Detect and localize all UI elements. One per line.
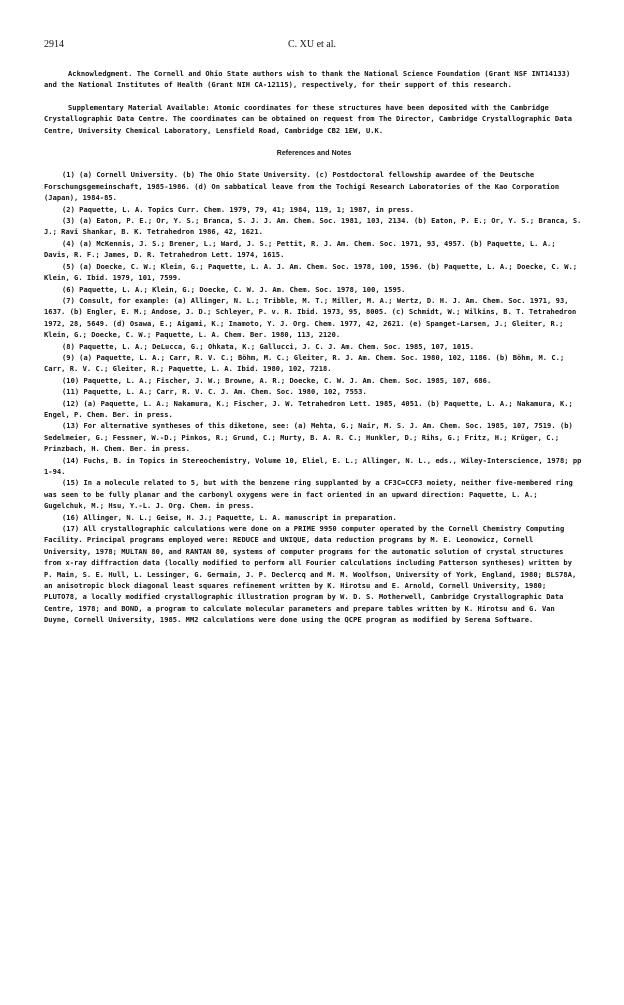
acknowledgment-label: Acknowledgment. xyxy=(68,69,133,78)
references-list xyxy=(44,169,584,625)
references-heading: References and Notes xyxy=(276,150,352,158)
reference-2: (2) Paquette, L. A. Topics Curr. Chem. 1979, 79, 41; 1984, 119, 1; 1987, in press. xyxy=(62,204,414,214)
reference-4: (4) (a) McKennis, J. S.; Brener, L.; Ward, J. S.; Pettit, R. J. Am. Chem. Soc. 1971, 93, 4957. (b) Paquette, L. A.; Davis, R. F.; James, D. R. Tetrahedron Lett. 1974, 1615. xyxy=(44,238,556,260)
running-header xyxy=(44,39,580,55)
reference-15: (15) In a molecule related to 5, but with the benzene ring supplanted by a CF3C=CCF3 moiety, neither five-membered ring was seen to be fully planar and the carbonyl oxygens were in fact oriented in an upward direction: Paquette, L. A.; Gugelchuk, M.; Hsu, Y.-L. J. Org. Chem. in press. xyxy=(44,478,573,511)
supplementary-text: Atomic coordinates for these structures have been deposited with the Cambridge Crystallographic Data Centre. The coordinates can be obtained on request from The Director, Cambridge Crystallographic Data Centre, University Chemical Laboratory, Lensfield Road, Cambridge CB2 1EW, U.K. xyxy=(44,102,572,135)
reference-5: (5) (a) Doecke, C. W.; Klein, G.; Paquette, L. A. J. Am. Chem. Soc. 1978, 100, 1596. (b) Paquette, L. A.; Doecke, C. W.; Klein, G. Ibid. 1979, 101, 7599. xyxy=(44,261,578,283)
reference-10: (10) Paquette, L. A.; Fischer, J. W.; Browne, A. R.; Doecke, C. W. J. Am. Chem. Soc. 1985, 107, 686. xyxy=(62,375,492,385)
reference-12: (12) (a) Paquette, L. A.; Nakamura, K.; Fischer, J. W. Tetrahedron Lett. 1985, 4051. (b) Paquette, L. A.; Nakamura, K.; Engel, P. Chem. Ber. in press. xyxy=(44,398,573,419)
reference-11: (11) Paquette, L. A.; Carr, R. V. C. J. Am. Chem. Soc. 1980, 102, 7553. xyxy=(62,387,367,397)
supplementary-label: Supplementary Material Available: xyxy=(68,102,210,112)
reference-14: (14) Fuchs, B. in Topics in Stereochemistry, Volume 10, Eliel, E. L.; Allinger, N. L., eds., Wiley-Interscience, 1978; pp 1-94. xyxy=(44,455,582,476)
reference-8: (8) Paquette, L. A.; DeLucca, G.; Ohkata, K.; Gallucci, J. C. J. Am. Chem. Soc. 1985, 107, 1015. xyxy=(62,341,475,351)
reference-7: (7) Consult, for example: (a) Allinger, N. L.; Tribble, M. T.; Miller, M. A.; Wertz, D. H. J. Am. Chem. Soc. 1971, 93, 1637. (b) Engler, E. M.; Andose, J. D.; Schleyer, P. v. R. Ibid. 1973, 95, 8005. (c) Schmidt, W.; Wilkins, B. T. Tetrahedron 1972, 28, 5649. (d) Osawa, E.; Aigami, K.; Inamoto, Y. J. Org. Chem. 1977, 42, 2621. (e) Spanget-Larsen, J.; Gleiter, R.; Klein, G.; Doecke, C. W.; Paquette, L. A. Chem. Ber. 1980, 113, 2120. xyxy=(44,295,577,340)
reference-16: (16) Allinger, N. L.; Geise, H. J.; Paquette, L. A. manuscript in preparation. xyxy=(62,512,397,522)
acknowledgment-paragraph xyxy=(44,68,584,91)
reference-3: (3) (a) Eaton, P. E.; Or, Y. S.; Branca, S. J. J. Am. Chem. Soc. 1981, 103, 2134. (b) Eaton, P. E.; Or, Y. S.; Branca, S. J.; Ravi Shankar, B. K. Tetrahedron 1986, 42, 1621. xyxy=(44,216,582,237)
reference-9: (9) (a) Paquette, L. A.; Carr, R. V. C.; Böhm, M. C.; Gleiter, R. J. Am. Chem. Soc. 1980, 102, 1186. (b) Böhm, M. C.; Carr, R. V. C.; Gleiter, R.; Paquette, L. A. Ibid. 1980, 102, 7218. xyxy=(44,352,565,374)
acknowledgment-text: The Cornell and Ohio State authors wish to thank the National Science Foundation (Grant NSF INT14133) and the National Institutes of Health (Grant NIH CA-12115), respectively, for their support of this research. xyxy=(44,69,571,90)
reference-17: (17) All crystallographic calculations were done on a PRIME 9950 computer operated by the Cornell Chemistry Computing Facility. Principal programs employed were: REDUCE and UNIQUE, data reduction programs by M. E. Leonowicz, Cornell University, 1978; MULTAN 80, and RANTAN 80, systems of computer programs for the automatic solution of crystal structures from x-ray diffraction data (locally modified to perform all Fourier calculations including Patterson syntheses) written by P. Main, S. E. Hull, L. Lessinger, G. Germain, J. P. Declercq and M. M. Woolfson, University of York, England, 1980; BLS78A, an anisotropic block diagonal least squares refinement written by K. Hirotsu and E. Arnold, Cornell University, 1980; PLUTO78, a locally modified crystallographic illustration program by W. D. S. Motherwell, Cambridge Crystallographic Data Centre, 1978; and BOND, a program to calculate molecular parameters and prepare tables written by K. Hirotsu and G. Van Duyne, Cornell University, 1985. MM2 calculations were done using the QCPE program as modified by Serena Software. xyxy=(44,524,577,625)
reference-13: (13) For alternative syntheses of this diketone, see: (a) Mehta, G.; Nair, M. S. J. Am. Chem. Soc. 1985, 107, 7519. (b) Sedelmeier, G.; Fessner, W.-D.; Pinkos, R.; Grund, C.; Murty, B. A. R. C.; Hunkler, D.; Rihs, G.; Fritz, H.; Krüger, C.; Prinzbach, H. Chem. Ber. in press. xyxy=(44,421,573,454)
reference-1: (1) (a) Cornell University. (b) The Ohio State University. (c) Postdoctoral fellowship awardee of the Deutsche Forschungsgemeinschaft, 1985-1986. (d) On sabbatical leave from the Tochigi Research Laboratories of the Kao Corporation (Japan), 1984-85. xyxy=(44,170,560,203)
supplementary-paragraph xyxy=(44,102,584,136)
reference-6: (6) Paquette, L. A.; Klein, G.; Doecke, C. W. J. Am. Chem. Soc. 1978, 100, 1595. xyxy=(62,284,406,294)
page-body xyxy=(44,68,584,626)
running-authors: C. XU et al. xyxy=(287,39,337,50)
page-number: 2914 xyxy=(44,39,64,50)
